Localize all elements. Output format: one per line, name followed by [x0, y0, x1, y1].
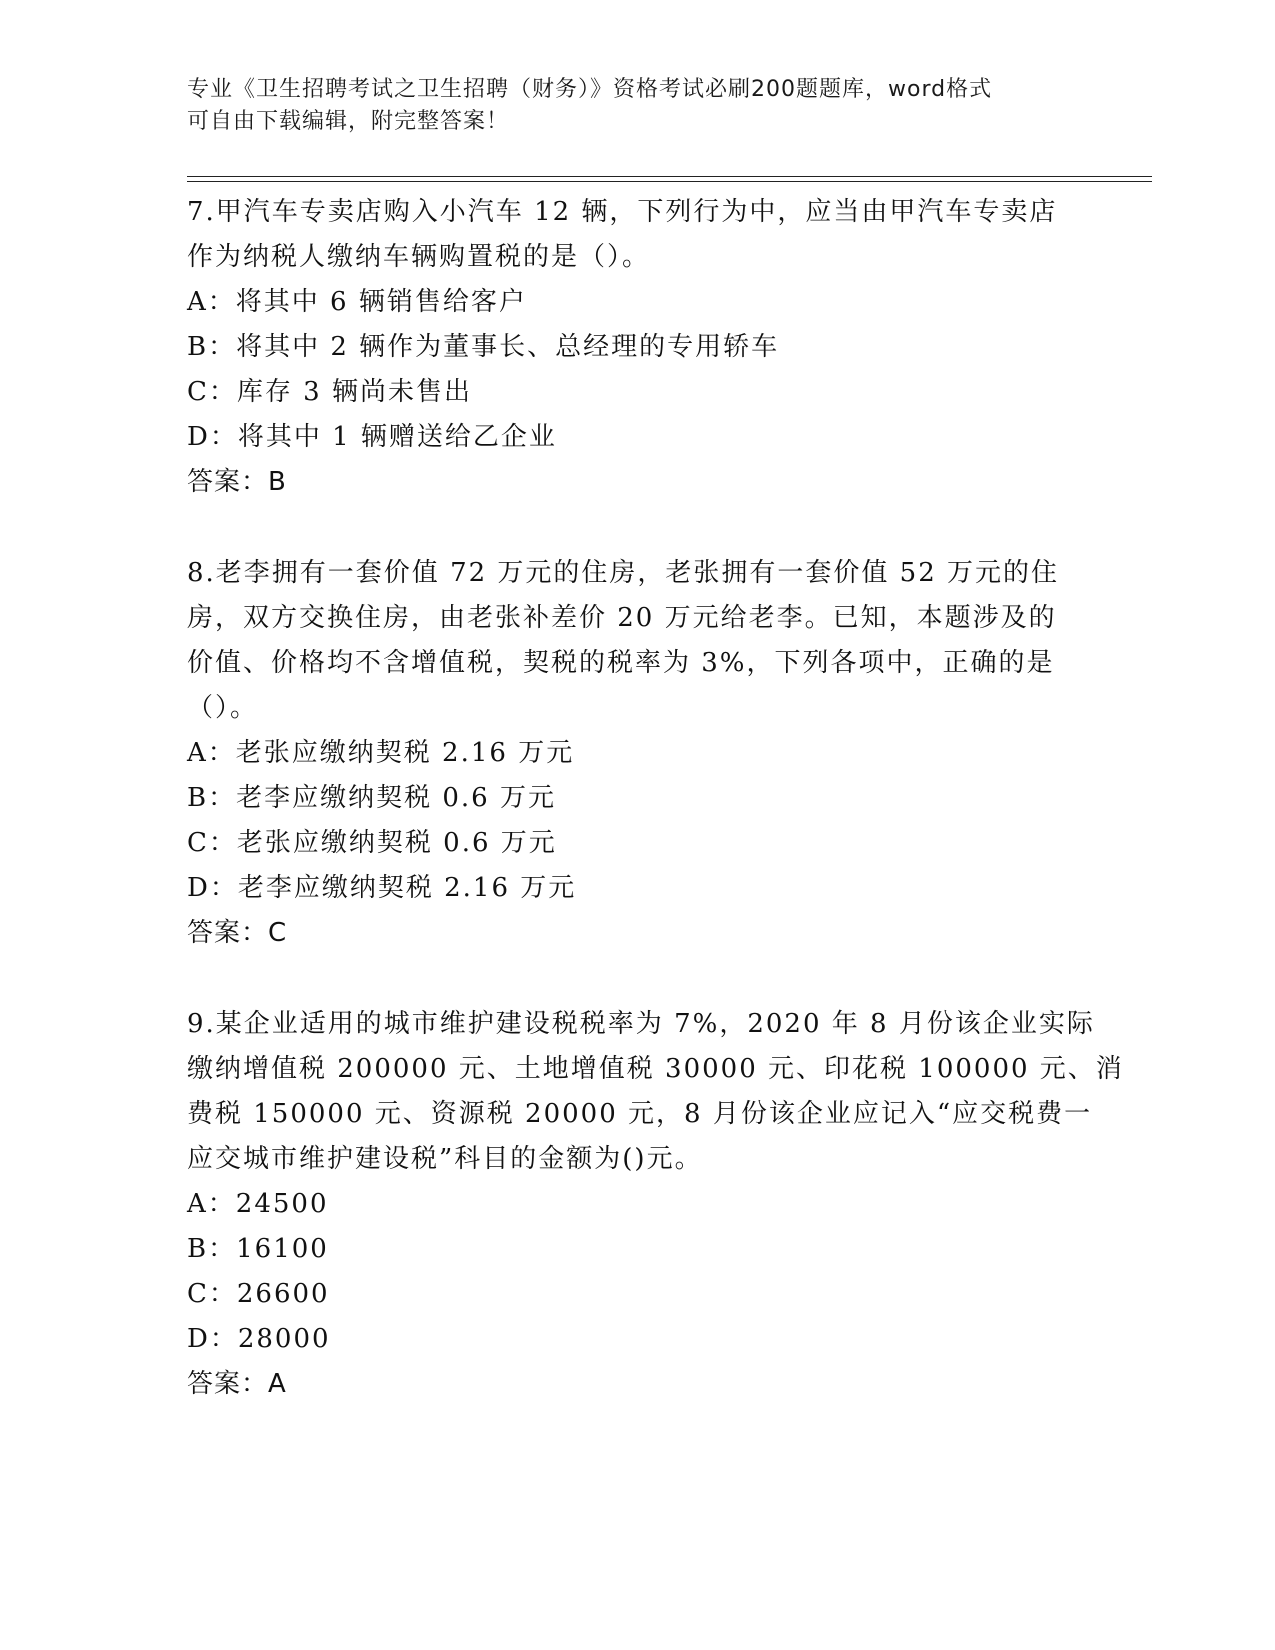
header-divider-top: [187, 176, 1152, 177]
question-line: 费税 150000 元、资源税 20000 元，8 月份该企业应记入“应交税费一: [187, 1099, 1093, 1129]
question-line: 应交城市维护建设税”科目的金额为()元。: [187, 1144, 703, 1174]
option-c: C：库存 3 辆尚未售出: [187, 377, 472, 407]
question-spacer: [187, 505, 1087, 551]
header-line-2: 可自由下载编辑，附完整答案！: [187, 109, 510, 134]
option-b: B：16100: [187, 1234, 329, 1264]
question-list: [187, 190, 1124, 1407]
question-8: [187, 551, 1087, 956]
option-a: A：24500: [187, 1189, 329, 1219]
answer-line: 答案：A: [187, 1369, 287, 1399]
question-7: [187, 190, 1087, 505]
option-d: D：28000: [187, 1324, 331, 1354]
option-c: C：老张应缴纳契税 0.6 万元: [187, 828, 557, 858]
question-line: （）。: [187, 693, 259, 723]
question-spacer: [187, 956, 1087, 1002]
question-text: [187, 1002, 1124, 1182]
option-c: C：26600: [187, 1279, 330, 1309]
header-divider-bottom: [187, 181, 1152, 182]
document-header: [187, 74, 1067, 138]
option-a: A：老张应缴纳契税 2.16 万元: [187, 738, 575, 768]
question-line: 缴纳增值税 200000 元、土地增值税 30000 元、印花税 100000 元、消: [187, 1054, 1124, 1084]
header-line-1: 专业《卫生招聘考试之卫生招聘（财务）》资格考试必刷200题题库，word格式: [187, 77, 993, 102]
question-text: [187, 190, 1087, 280]
question-line: 价值、价格均不含增值税，契税的税率为 3%，下列各项中，正确的是: [187, 648, 1055, 678]
option-b: B：将其中 2 辆作为董事长、总经理的专用轿车: [187, 332, 780, 362]
answer-line: 答案：B: [187, 467, 287, 497]
option-b: B：老李应缴纳契税 0.6 万元: [187, 783, 556, 813]
question-line: 作为纳税人缴纳车辆购置税的是（）。: [187, 242, 651, 272]
question-line: 房，双方交换住房，由老张补差价 20 万元给老李。已知，本题涉及的: [187, 603, 1057, 633]
question-line: 7.甲汽车专卖店购入小汽车 12 辆，下列行为中，应当由甲汽车专卖店: [187, 197, 1058, 227]
option-d: D：老李应缴纳契税 2.16 万元: [187, 873, 577, 903]
question-text: [187, 551, 1087, 731]
option-a: A：将其中 6 辆销售给客户: [187, 287, 527, 317]
question-9: [187, 1002, 1124, 1407]
question-line: 8.老李拥有一套价值 72 万元的住房，老张拥有一套价值 52 万元的住: [187, 558, 1060, 588]
question-line: 9.某企业适用的城市维护建设税税率为 7%，2020 年 8 月份该企业实际: [187, 1009, 1095, 1039]
option-d: D：将其中 1 辆赠送给乙企业: [187, 422, 557, 452]
answer-line: 答案：C: [187, 918, 288, 948]
